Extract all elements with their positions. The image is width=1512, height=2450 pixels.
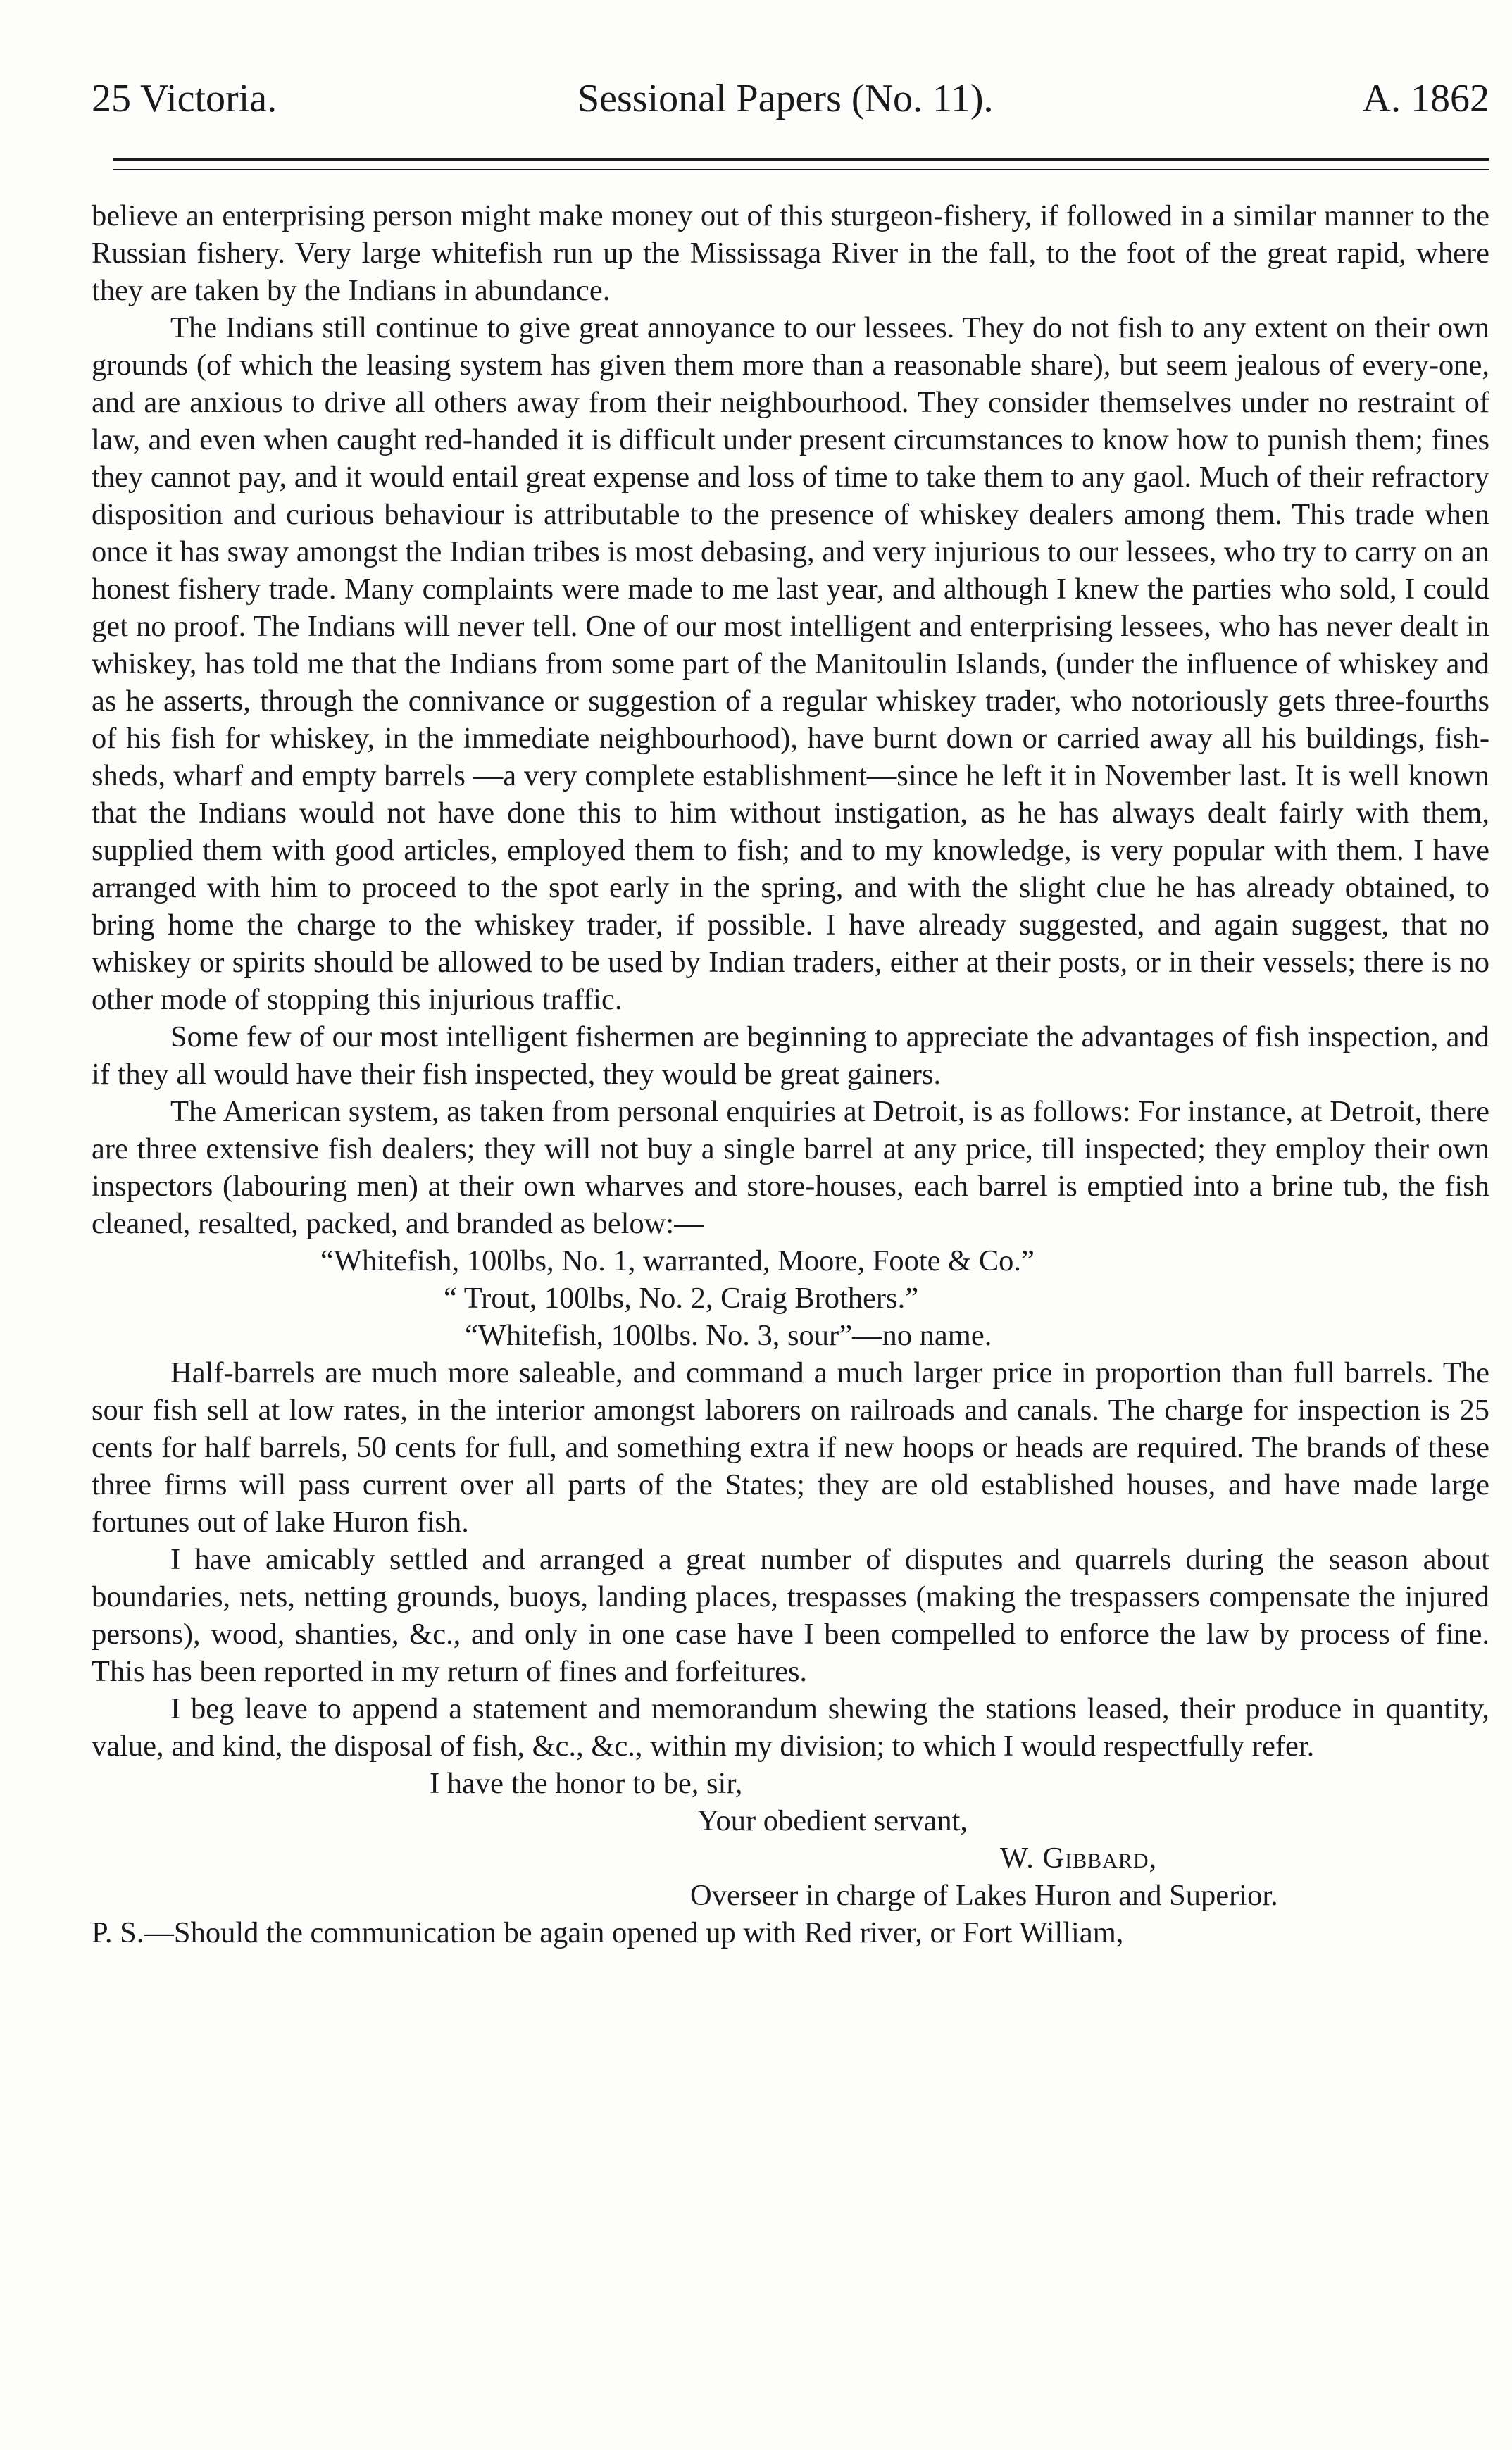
paragraph-append-statement: I beg leave to append a statement and memorandum shewing the stations leased, their produce in quantity, value, and kind, the disposal of fish, &c., &c., within my division; to which I would respectfully refer. (92, 1692, 1489, 1763)
brand-line-trout-2: “ Trout, 100lbs, No. 2, Craig Brothers.” (444, 1282, 919, 1315)
closing-servant: Your obedient servant, (697, 1804, 968, 1837)
paragraph-american-system: The American system, as taken from personal enquiries at Detroit, is as follows: For instance, at Detroit, there are three extensive fish dealers; they will not buy a single barrel at any price, till inspected; they employ their own inspectors (labouring men) at their own wharves and store-houses, each barrel is emptied into a brine tub, the fish cleaned, resalted, packed, and branded as below:— (92, 1095, 1489, 1240)
closing-honor: I have the honor to be, sir, (430, 1767, 743, 1800)
paragraph-fish-inspection: Some few of our most intelligent fishermen are beginning to appreciate the advantages of fish inspection, and if they all would have their fish inspected, they would be great gainers. (92, 1020, 1489, 1091)
header-title: Sessional Papers (No. 11). (577, 77, 994, 120)
paragraph-indians: The Indians still continue to give great annoyance to our lessees. They do not fish to any extent on their own grounds (of which the leasing system has given them more than a reasonable share), but seem jealous of every-one, and are anxious to drive all others away from their neighbourhood. They consider themselves under no restraint of law, and even when caught red-handed it is difficult under present circumstances to know how to punish them; fines they cannot pay, and it would entail great expense and loss of time to take them to any gaol. Much of their refractory disposition and curious behaviour is attributable to the presence of whiskey dealers among them. This trade when once it has sway amongst the Indian tribes is most debasing, and very injurious to our lessees, who try to carry on an honest fishery trade. Many complaints were made to me last year, and although I knew the parties who sold, I could get no proof. The Indians will never tell. One of our most intelligent and enterprising lessees, who has never dealt in whiskey, has told me that the Indians from some part of the Manitoulin Islands, (under the influence of whiskey and as he asserts, through the connivance or suggestion of a regular whiskey trader, who notoriously gets three-fourths of his fish for whiskey, in the immediate neighbourhood), have burnt down or carried away all his buildings, fish-sheds, wharf and empty barrels —a very complete establishment—since he left it in November last. It is well known that the Indians would not have done this to him without instigation, as he has always dealt fairly with them, supplied them with good articles, employed them to fish; and to my knowledge, is very popular with them. I have arranged with him to proceed to the spot early in the spring, and with the slight clue he has already obtained, to bring home the charge to the whiskey trader, if possible. I have already suggested, and again suggest, that no whiskey or spirits should be allowed to be used by Indian traders, either at their posts, or in their vessels; there is no other mode of stopping this injurious traffic. (92, 311, 1489, 1016)
signature-title: Overseer in charge of Lakes Huron and Superior. (690, 1879, 1278, 1912)
header-series: A. 1862 (1362, 77, 1489, 120)
brand-line-whitefish-1: “Whitefish, 100lbs, No. 1, warranted, Moore, Foote & Co.” (320, 1244, 1035, 1277)
paragraph-sturgeon-fishery: believe an enterprising person might make money out of this sturgeon-fishery, if followed in a similar manner to the Russian fishery. Very large whitefish run up the Mississaga River in the fall, to the foot of the great rapid, where they are taken by the Indians in abundance. (92, 199, 1489, 307)
paragraph-half-barrels: Half-barrels are much more saleable, and command a much larger price in proportion than full barrels. The sour fish sell at low rates, in the interior amongst laborers on railroads and canals. The charge for inspection is 25 cents for half barrels, 50 cents for full, and something extra if new hoops or heads are required. The brands of these three firms will pass current over all parts of the States; they are old established houses, and have made large fortunes out of lake Huron fish. (92, 1356, 1489, 1539)
header-session: 25 Victoria. (92, 77, 277, 120)
header-rule-bottom (113, 169, 1489, 170)
postscript: P. S.—Should the communication be again opened up with Red river, or Fort William, (92, 1916, 1124, 1949)
brand-line-whitefish-3: “Whitefish, 100lbs. No. 3, sour”—no name. (465, 1319, 992, 1352)
page-header (92, 70, 1489, 127)
signature-name: W. Gibbard, (1000, 1842, 1158, 1875)
header-rule-top (113, 158, 1489, 161)
paragraph-disputes: I have amicably settled and arranged a great number of disputes and quarrels during the season about boundaries, nets, netting grounds, buoys, landing places, trespasses (making the trespassers compensate the injured persons), wood, shanties, &c., and only in one case have I been compelled to enforce the law by process of fine. This has been reported in my return of fines and forfeitures. (92, 1543, 1489, 1688)
document-body (92, 197, 1489, 1951)
